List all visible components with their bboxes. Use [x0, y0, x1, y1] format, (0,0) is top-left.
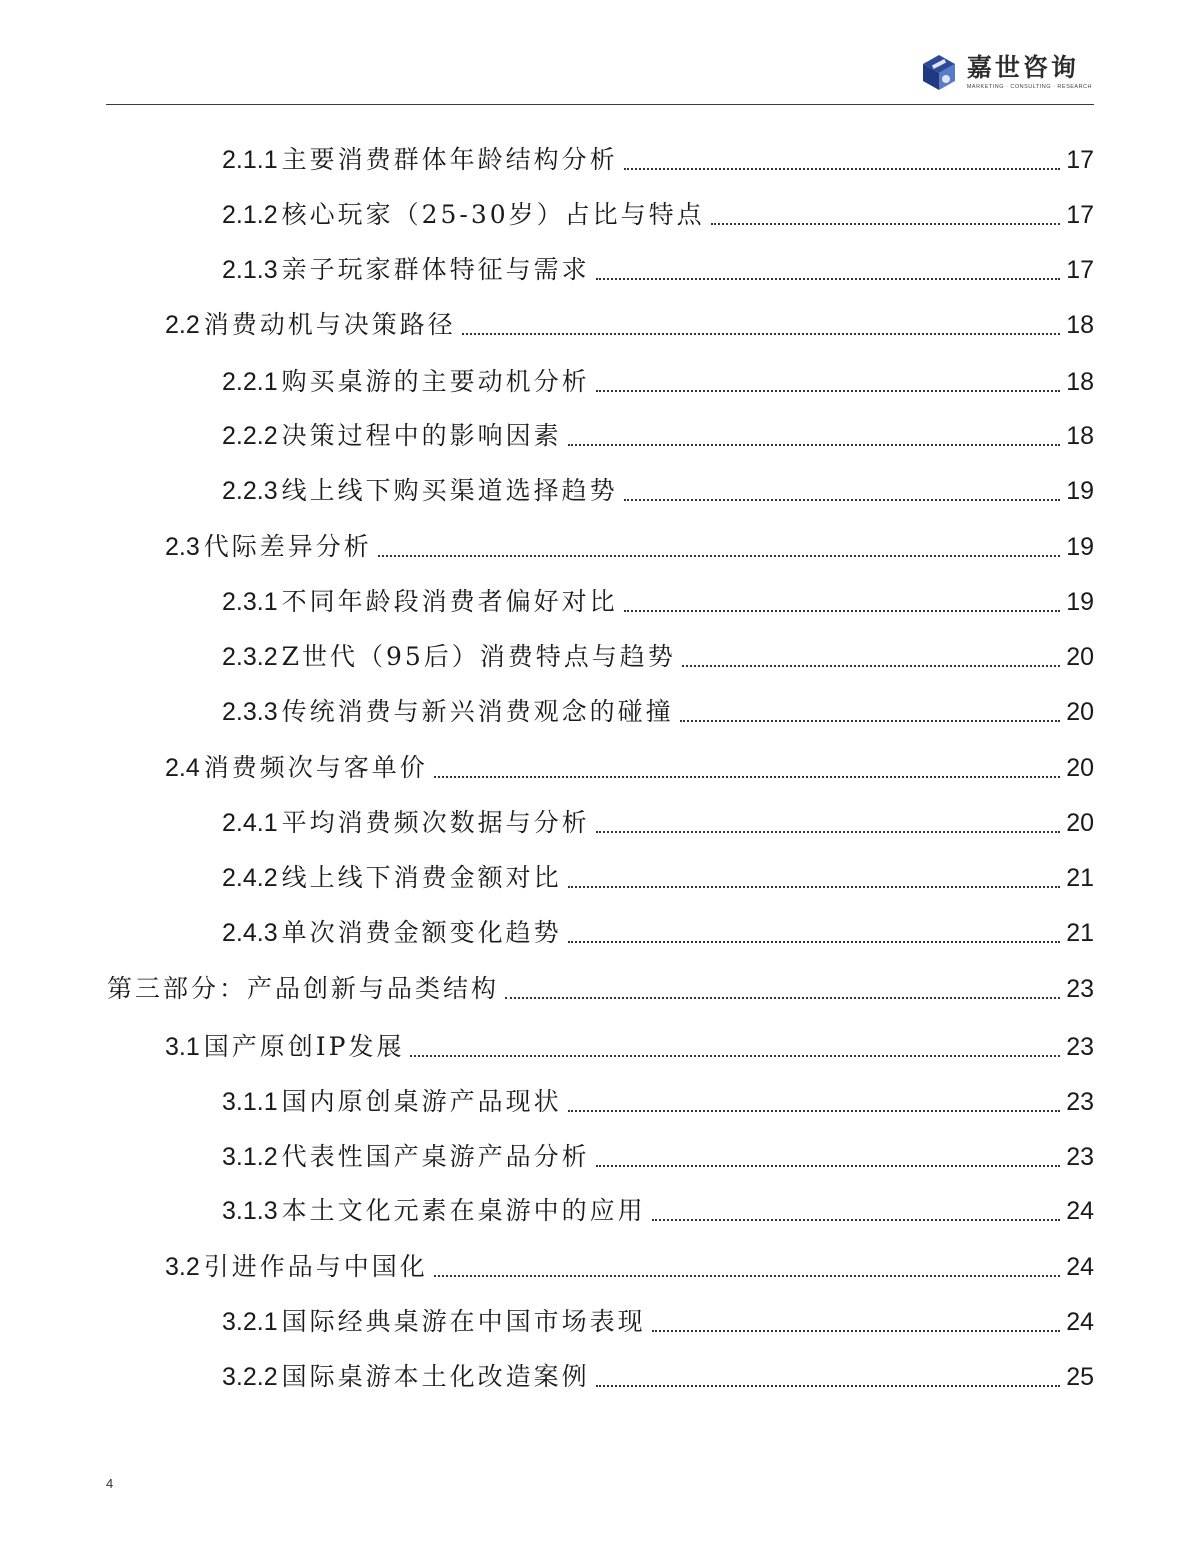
toc-entry[interactable] — [165, 527, 1094, 567]
toc-entry-number: 3.1 — [165, 1033, 200, 1061]
toc-entry-number: 2.2.1 — [222, 368, 278, 396]
toc-entry-page: 23 — [1066, 975, 1094, 1003]
toc-entry[interactable] — [165, 305, 1094, 345]
toc-entry-page: 20 — [1066, 754, 1094, 782]
toc-entry-title: 单次消费金额变化趋势 — [281, 918, 562, 947]
toc-entry[interactable] — [222, 416, 1094, 456]
header-divider — [106, 104, 1094, 105]
toc-entry[interactable] — [165, 1027, 1094, 1067]
toc-entry-page: 19 — [1066, 533, 1094, 561]
toc-entry-page: 21 — [1066, 864, 1094, 892]
toc-entry-title: 购买桌游的主要动机分析 — [281, 367, 590, 396]
toc-dot-leader — [410, 1055, 1060, 1057]
toc-entry-number: 2.3.1 — [222, 588, 278, 616]
toc-entry-page: 23 — [1066, 1088, 1094, 1116]
logo-tagline: MARKETING · CONSULTING · RESEARCH — [966, 84, 1092, 90]
toc-entry-title: 平均消费频次数据与分析 — [281, 808, 590, 837]
toc-entry[interactable] — [222, 471, 1094, 511]
toc-entry-number: 2.4.3 — [222, 919, 278, 947]
toc-entry-page: 24 — [1066, 1308, 1094, 1336]
toc-entry[interactable] — [222, 1082, 1094, 1122]
toc-entry-page: 18 — [1066, 311, 1094, 339]
toc-entry-page: 24 — [1066, 1197, 1094, 1225]
toc-entry[interactable] — [107, 969, 1094, 1009]
toc-entry-title: 主要消费群体年龄结构分析 — [281, 145, 618, 174]
toc-entry-number: 3.1.3 — [222, 1197, 278, 1225]
toc-entry[interactable] — [222, 250, 1094, 290]
toc-dot-leader — [652, 1219, 1061, 1221]
toc-entry-title: 传统消费与新兴消费观念的碰撞 — [281, 697, 674, 726]
toc-entry-number: 2.3.2 — [222, 643, 278, 671]
company-logo — [919, 52, 1092, 92]
toc-entry-page: 21 — [1066, 919, 1094, 947]
toc-entry-number: 3.1.1 — [222, 1088, 278, 1116]
toc-entry-page: 17 — [1066, 146, 1094, 174]
toc-entry-number: 2.4 — [165, 754, 200, 782]
toc-dot-leader — [624, 168, 1061, 170]
toc-entry[interactable] — [222, 637, 1094, 677]
toc-entry-number: 2.4.2 — [222, 864, 278, 892]
toc-entry-title: 消费动机与决策路径 — [203, 310, 456, 339]
toc-entry-number: 2.2.3 — [222, 477, 278, 505]
toc-entry[interactable] — [222, 195, 1094, 235]
toc-dot-leader — [596, 278, 1061, 280]
toc-entry-title: 第三部分：产品创新与品类结构 — [107, 974, 500, 1003]
toc-entry[interactable] — [222, 858, 1094, 898]
toc-entry-number: 3.2.2 — [222, 1363, 278, 1391]
toc-entry[interactable] — [222, 140, 1094, 180]
toc-entry-number: 3.2.1 — [222, 1308, 278, 1336]
toc-entry[interactable] — [222, 692, 1094, 732]
toc-entry[interactable] — [222, 1302, 1094, 1342]
toc-entry-page: 24 — [1066, 1253, 1094, 1281]
toc-entry-title: 代际差异分析 — [203, 532, 372, 561]
toc-dot-leader — [596, 831, 1061, 833]
toc-dot-leader — [596, 1385, 1061, 1387]
toc-dot-leader — [462, 333, 1060, 335]
toc-dot-leader — [682, 665, 1060, 667]
toc-dot-leader — [568, 1110, 1061, 1112]
toc-dot-leader — [624, 610, 1061, 612]
toc-entry-page: 17 — [1066, 201, 1094, 229]
toc-entry-number: 2.2 — [165, 311, 200, 339]
toc-entry-title: 线上线下消费金额对比 — [281, 863, 562, 892]
toc-entry-number: 2.1.1 — [222, 146, 278, 174]
toc-dot-leader — [434, 776, 1060, 778]
toc-entry-title: 代表性国产桌游产品分析 — [281, 1142, 590, 1171]
toc-entry-number: 3.1.2 — [222, 1143, 278, 1171]
toc-entry[interactable] — [222, 362, 1094, 402]
toc-entry-page: 23 — [1066, 1033, 1094, 1061]
toc-entry[interactable] — [222, 1357, 1094, 1397]
toc-entry-title: 核心玩家（25-30岁）占比与特点 — [281, 200, 705, 229]
toc-entry-title: Z世代（95后）消费特点与趋势 — [281, 642, 676, 671]
toc-dot-leader — [652, 1330, 1061, 1332]
toc-dot-leader — [711, 223, 1061, 225]
toc-entry-page: 20 — [1066, 809, 1094, 837]
toc-dot-leader — [680, 720, 1061, 722]
toc-entry-title: 国际桌游本土化改造案例 — [281, 1362, 590, 1391]
toc-entry[interactable] — [222, 1191, 1094, 1231]
toc-dot-leader — [568, 444, 1061, 446]
toc-entry-number: 2.2.2 — [222, 422, 278, 450]
page-header — [0, 0, 1200, 110]
toc-entry-number: 2.4.1 — [222, 809, 278, 837]
toc-entry-title: 国产原创IP发展 — [203, 1032, 405, 1061]
toc-entry-title: 决策过程中的影响因素 — [281, 421, 562, 450]
toc-dot-leader — [596, 390, 1061, 392]
toc-entry-number: 2.1.3 — [222, 256, 278, 284]
cube-logo-icon — [919, 52, 959, 92]
toc-entry-number: 2.3.3 — [222, 698, 278, 726]
toc-entry[interactable] — [222, 913, 1094, 953]
toc-entry[interactable] — [222, 582, 1094, 622]
toc-entry-page: 23 — [1066, 1143, 1094, 1171]
toc-entry-page: 25 — [1066, 1363, 1094, 1391]
logo-name: 嘉世咨询 — [966, 53, 1079, 82]
toc-entry-title: 不同年龄段消费者偏好对比 — [281, 587, 618, 616]
toc-entry-title: 线上线下购买渠道选择趋势 — [281, 476, 618, 505]
toc-entry-number: 2.3 — [165, 533, 200, 561]
toc-entry[interactable] — [222, 803, 1094, 843]
logo-text — [967, 54, 1092, 90]
toc-entry-page: 20 — [1066, 698, 1094, 726]
toc-dot-leader — [568, 886, 1061, 888]
toc-entry-title: 亲子玩家群体特征与需求 — [281, 255, 590, 284]
toc-dot-leader — [378, 555, 1060, 557]
toc-entry-title: 国际经典桌游在中国市场表现 — [281, 1307, 646, 1336]
page-number: 4 — [106, 1476, 114, 1491]
toc-dot-leader — [624, 499, 1061, 501]
toc-entry[interactable] — [222, 1137, 1094, 1177]
toc-entry-page: 18 — [1066, 422, 1094, 450]
toc-entry-title: 消费频次与客单价 — [203, 753, 428, 782]
toc-entry[interactable] — [165, 748, 1094, 788]
toc-entry-title: 国内原创桌游产品现状 — [281, 1087, 562, 1116]
toc-entry-page: 18 — [1066, 368, 1094, 396]
toc-dot-leader — [568, 941, 1061, 943]
toc-entry-page: 19 — [1066, 588, 1094, 616]
toc-entry-page: 19 — [1066, 477, 1094, 505]
toc-entry-number: 2.1.2 — [222, 201, 278, 229]
toc-dot-leader — [434, 1275, 1060, 1277]
toc-dot-leader — [596, 1165, 1061, 1167]
toc-entry-page: 20 — [1066, 643, 1094, 671]
toc-dot-leader — [505, 997, 1060, 999]
toc-entry-title: 引进作品与中国化 — [203, 1252, 428, 1281]
toc-entry-title: 本土文化元素在桌游中的应用 — [281, 1196, 646, 1225]
toc-entry[interactable] — [165, 1247, 1094, 1287]
toc-entry-number: 3.2 — [165, 1253, 200, 1281]
toc-entry-page: 17 — [1066, 256, 1094, 284]
